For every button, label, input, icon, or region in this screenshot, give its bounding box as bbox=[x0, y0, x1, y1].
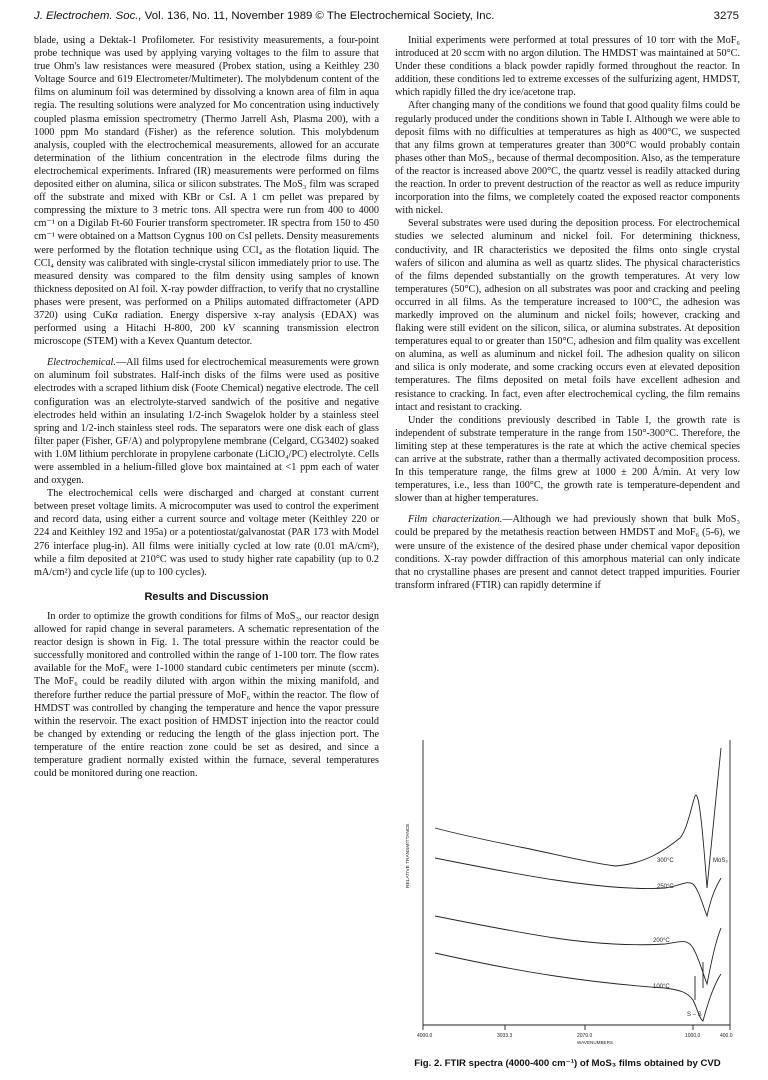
journal-name: J. Electrochem. Soc., bbox=[34, 10, 142, 22]
y-axis-label: RELATIVE TRANSMITTANCE bbox=[406, 823, 411, 888]
figure-2 bbox=[395, 738, 740, 1069]
x-tick-label: 400.0 bbox=[720, 1033, 733, 1039]
paragraph: In order to optimize the growth conditions for films of MoS₃, our reactor design allowed for rapid change in several parameters. A schematic representation of the reactor design is shown in Fig. 1. The total pressure within the reactor could be successfully monitored and controlled within the range of 1-100 torr. The flow rates available for the MoF₆ were 1-1000 standard cubic centimeters per minute (sccm). The MoF₆ could be readily diluted with argon within the mixing manifold, and therefore further reduce the partial pressure of MoF₆ within the reactor. The flow of HMDST was controlled by changing the temperature and hence the vapor pressure within the reservoir. The exact position of HMDST injection into the reactor could be changed by extending or reducing the length of the glass injection port. The temperature of the entire reaction zone could be set as desired, and since a temperature gradient normally existed within the furnace, several temperatures could be monitored during one reaction. bbox=[34, 610, 379, 780]
running-header bbox=[34, 10, 739, 28]
spectrum-200c bbox=[435, 916, 721, 984]
curve-label-100c: 100°C bbox=[653, 984, 670, 990]
paragraph-body: —Although we had previously shown that bulk MoS₃ could be prepared by the metathesis reaction between HMDST and MoF₆ (5-6), we were unsure of the existence of the desired phase under chemical vapor deposition conditions. X-ray powder diffraction of this amorphous material can only indicate that no crystalline phases are present and cannot detect trapped impurities. Fourier transform infrared (FTIR) can rapidly determine if bbox=[395, 514, 740, 591]
paragraph: Initial experiments were performed at total pressures of 10 torr with the MoF₆ introduced at 20 sccm with no argon dilution. The HMDST was maintained at 50°C. Under these conditions a black powder rapidly formed throughout the reactor. In addition, these conditions led to extreme excesses of the sulfurizing agent, HMDST, which rapidly filled the dry ice/acetone trap. bbox=[395, 35, 740, 99]
paragraph: The electrochemical cells were discharged and charged at constant current between preset voltage limits. A microcomputer was used to control the experiment and record data, using either a current source and voltage meter (Keithley 220 or 224 and Keithley 192 and 195a) or a potentiostat/galvanostat (PAR 173 with Model 276 interface plug-in). All films were initially cycled at low rate (0.01 mA/cm²), while a film deposited at 210°C was used to study higher rate capability (up to 0.2 mA/cm²) and cycle life (up to 100 cycles). bbox=[34, 488, 379, 578]
ftir-spectra-plot bbox=[395, 738, 740, 1056]
peak-label-mos3: MoS₃ bbox=[713, 858, 728, 864]
peak-label-ss: S – S bbox=[687, 1012, 702, 1018]
x-tick-label: 2070.0 bbox=[577, 1033, 593, 1039]
curve-label-250c: 250°C bbox=[657, 884, 674, 890]
citation-text: Vol. 136, No. 11, November 1989 © The Electrochemical Society, Inc. bbox=[144, 10, 495, 22]
paragraph-lead: Film characterization. bbox=[408, 514, 503, 526]
section-heading: Results and Discussion bbox=[144, 590, 269, 603]
header-citation bbox=[34, 10, 494, 22]
page-number: 3275 bbox=[713, 10, 739, 22]
curve-label-200c: 200°C bbox=[653, 938, 670, 944]
x-tick-label: 4000.0 bbox=[417, 1033, 433, 1039]
curve-label-300c: 300°C bbox=[657, 858, 674, 864]
x-axis-label: WAVENUMBERS bbox=[577, 1040, 613, 1045]
right-column bbox=[395, 34, 740, 592]
x-tick-label: 1000.0 bbox=[685, 1033, 701, 1039]
left-column bbox=[34, 34, 379, 780]
paragraph: Several substrates were used during the deposition process. For electrochemical studies we selected aluminum and nickel foil. For determining thickness, conductivity, and IR characteristics we deposited the films onto single crystal wafers of silicon and alumina as well as quartz slides. The physical characteristics of the films depended substantially on the growth temperatures. At very low temperatures (50°C), adhesion on all substrates was poor and cracking and peeling occurred in all films. As the temperature increased to 100°C, the adhesion was markedly improved on the aluminum and nickel foils; however, cracking and flaking were still evident on the silicon, silica, or alumina substrates. At deposition temperatures equal to or greater than 150°C, adhesion and film quality was excellent on alumina, as well as aluminum and nickel foil. The adhesion quality on silicon and silica is only moderate, and some cracking occurs even at elevated deposition temperatures. The films deposited on metal foils have excellent adhesion and resistance to cracking. In fact, even after electrochemical cycling, the film remains intact and resistant to cracking. bbox=[395, 218, 740, 413]
figure-caption: Fig. 2. FTIR spectra (4000-400 cm⁻¹) of MoS₃ films obtained by CVD bbox=[414, 1058, 721, 1069]
paragraph-film-characterization bbox=[395, 513, 740, 592]
x-tick-label: 3033.3 bbox=[497, 1033, 513, 1039]
paragraph: Under the conditions previously described in Table I, the growth rate is independent of substrate temperature in the range from 150°-300°C. Therefore, the limiting step at these temperatures is the rate at which the active chemical species can arrive at the substrate, rather than a thermally activated decomposition process. In this temperature range, the films grew at 1000 ± 200 Å/min. At very low temperatures, i.e., less than 100°C, the growth rate is temperature-dependent and slower than at higher temperatures. bbox=[395, 414, 740, 505]
spectrum-250c bbox=[435, 858, 721, 916]
paragraph: blade, using a Dektak-1 Profilometer. For resistivity measurements, a four-point probe technique was used by applying varying voltages to the film to assure that true Ohm's law resistances were measured (Probex station, using a Keithley 230 Voltage Source and 619 Electrometer/Multimeter). The molybdenum content of the films on aluminum foil was determined by dissolving a known area of film in aqua regia. The resulting solutions were analyzed for Mo concentration using inductively coupled plasma emission spectrometry (Thermo Jarrell Ash, Plasma 200), with a 1000 ppm Mo standard (Fisher) as the reference solution. This molybdenum analysis, coupled with the electrochemical measurements, allowed for an accurate determination of the lithium concentration in the electrode films during the electrochemical experiments. Infrared (IR) measurements were performed on films deposited either on alumina, silica or silicon substrates. The MoS₃ film was scraped off the substrate and mixed with KBr or CsI. A 1 cm pellet was prepared by compressing the mixture to 3 metric tons. All spectra were run from 400 to 4000 cm⁻¹ on a Digilab Ft-60 Fourier transform spectrometer. IR spectra from 150 to 450 cm⁻¹ were obtained on a Mattson Cygnus 100 on CsI pellets. Density measurements were performed by the flotation technique using CCl₄ as the flotation liquid. The CCl₄ density was calibrated with single-crystal silicon immediately prior to use. The measured density was compared to the film density using samples of known thickness deposited on Al foil. X-ray powder diffraction, to verify that no crystalline phases were present, was performed on a Philips automated diffractometer (APD 3720) using CuKα radiation. Energy dispersive x-ray analysis (EDAX) was performed using a Hitachi H-800, 200 kV scanning transmission electron microscope (STEM) with a Kevex Quantum detector. bbox=[34, 35, 379, 348]
paragraph-body: —All films used for electrochemical measurements were grown on aluminum foil substrates. Half-inch disks of the films were used as positive electrodes with a scraped lithium disk (Foote Chemical) negative electrode. The cell configuration was an electrolyte-starved sandwich of the positive and negative electrodes held within an insulating 1/2-inch Swagelok holder by a stainless steel spring and 1/2-inch stainless steel rods. The separators were one disk each of glass filter paper (Fisher, GF/A) and polypropylene membrane (Celgard, CG3402) soaked with 1.0M lithium perchlorate in propylene carbonate (LiClO₄/PC) electrolyte. Cells were assembled in a helium-filled glove box maintained at <1 ppm each of water and oxygen. bbox=[34, 357, 379, 487]
spectrum-300c bbox=[435, 748, 721, 888]
paragraph-electrochemical bbox=[34, 356, 379, 487]
paragraph-lead: Electrochemical. bbox=[47, 357, 116, 369]
paragraph: After changing many of the conditions we found that good quality films could be regularly produced under the conditions shown in Table I. Although we were able to deposit films with no difficulties at temperatures as high as 400°C, we suspected that any films grown at temperatures greater than 300°C would probably contain phases other than MoS₃, because of thermal decomposition. Also, as the temperature of the reactor is increased above 200°C, the quartz vessel is readily attacked during the reaction. In order to prevent destruction of the reactor as well as reduce impurity incorporation into the films, we completely coated the exposed reactor components with nickel. bbox=[395, 100, 740, 217]
spectrum-100c bbox=[435, 953, 721, 1021]
